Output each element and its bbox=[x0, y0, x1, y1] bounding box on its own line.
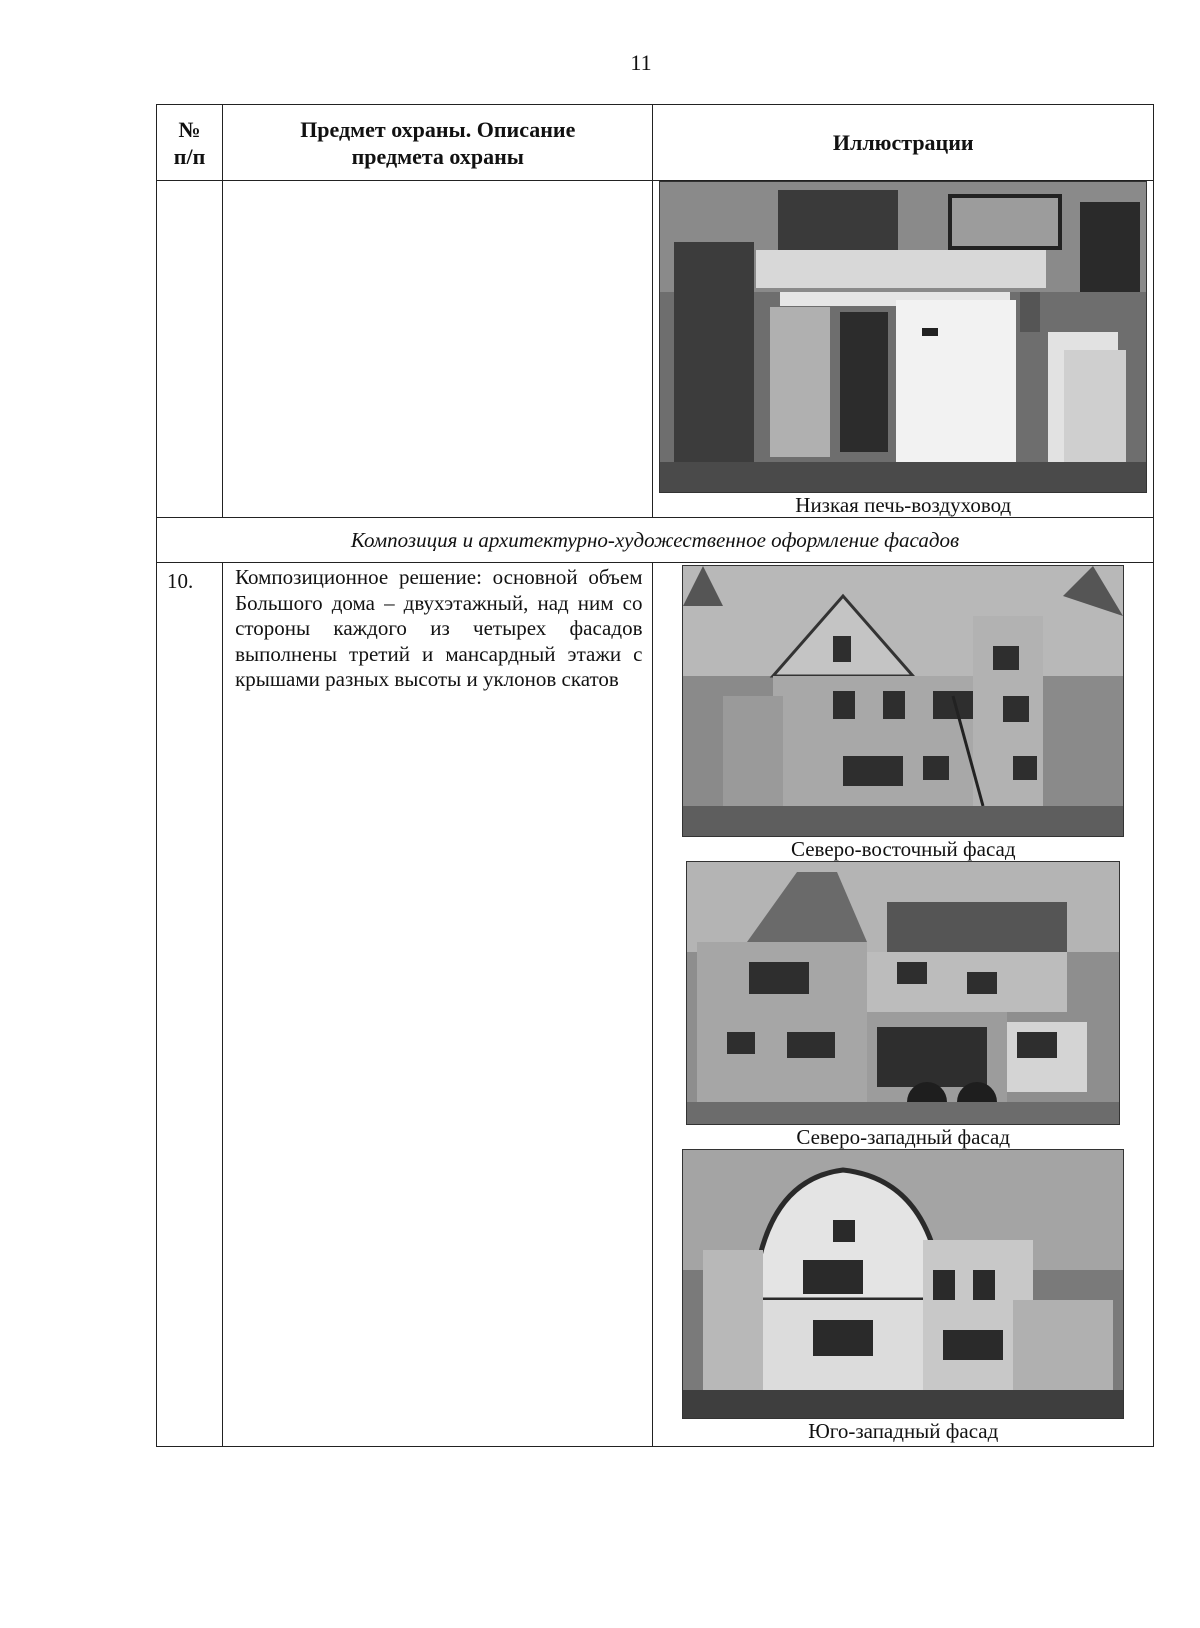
table-header-row bbox=[157, 105, 1154, 181]
header-number: № п/п bbox=[157, 105, 223, 181]
caption-southwest-facade: Юго-западный фасад bbox=[808, 1419, 999, 1443]
photo-northwest-facade bbox=[686, 861, 1120, 1125]
section-row bbox=[157, 518, 1154, 563]
caption-northwest-facade: Северо-западный фасад bbox=[796, 1125, 1011, 1149]
row-10-description: Композиционное решение: основной объем Большого дома – двухэтажный, над ним со стороны каждого из четырех фасадов выполнены третий и мансардный этажи с крышами разных высоты и уклонов скатов bbox=[223, 563, 653, 1447]
caption-low-stove: Низкая печь-воздуховод bbox=[795, 493, 1012, 517]
page-number: 11 bbox=[630, 50, 652, 75]
photo-low-stove-air-duct bbox=[659, 181, 1147, 493]
header-subject: Предмет охраны. Описание предмета охраны bbox=[223, 105, 653, 181]
row-continued-number bbox=[157, 181, 223, 518]
photo-northeast-facade bbox=[682, 565, 1124, 837]
section-title: Композиция и архитектурно-художественное оформление фасадов bbox=[157, 518, 1154, 563]
table-row-10 bbox=[157, 563, 1154, 1447]
protection-subject-table bbox=[156, 104, 1154, 1447]
illustration-cell-stove bbox=[653, 181, 1154, 518]
table-row-continued bbox=[157, 181, 1154, 518]
caption-northeast-facade: Северо-восточный фасад bbox=[790, 837, 1016, 861]
row-10-number: 10. bbox=[157, 563, 223, 1447]
photo-southwest-facade bbox=[682, 1149, 1124, 1419]
illustration-cell-facades bbox=[653, 563, 1154, 1447]
header-illustrations: Иллюстрации bbox=[653, 105, 1154, 181]
row-continued-description bbox=[223, 181, 653, 518]
